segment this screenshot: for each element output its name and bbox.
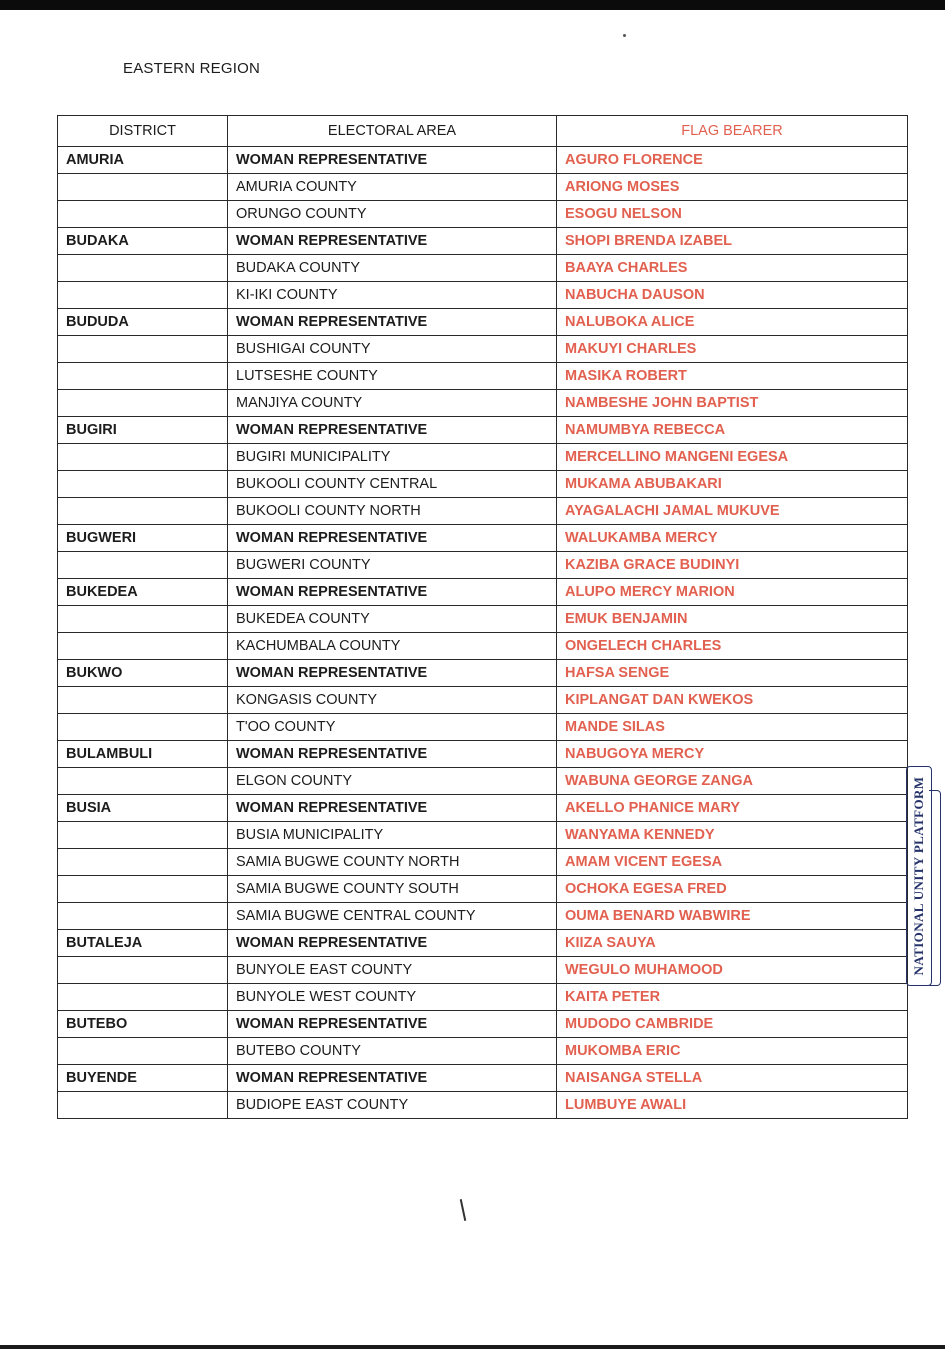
electoral-area-cell: BUKOOLI COUNTY CENTRAL [228, 471, 557, 498]
page-number-mark [460, 1199, 467, 1221]
electoral-area-cell: WOMAN REPRESENTATIVE [228, 1065, 557, 1092]
flag-bearer-cell: HAFSA SENGE [557, 660, 908, 687]
table-row [58, 444, 908, 471]
table-row [58, 228, 908, 255]
district-cell [58, 444, 228, 471]
electoral-area-cell: WOMAN REPRESENTATIVE [228, 1011, 557, 1038]
electoral-area-cell: BUNYOLE WEST COUNTY [228, 984, 557, 1011]
table-row [58, 1038, 908, 1065]
flag-bearer-cell: WABUNA GEORGE ZANGA [557, 768, 908, 795]
flag-bearer-cell: LUMBUYE AWALI [557, 1092, 908, 1119]
flag-bearer-cell: NALUBOKA ALICE [557, 309, 908, 336]
table-row [58, 930, 908, 957]
stamp-bracket [929, 790, 941, 986]
electoral-area-cell: BUTEBO COUNTY [228, 1038, 557, 1065]
district-cell: BUTALEJA [58, 930, 228, 957]
electoral-area-cell: BUKOOLI COUNTY NORTH [228, 498, 557, 525]
district-cell [58, 714, 228, 741]
table-row [58, 309, 908, 336]
electoral-area-cell: WOMAN REPRESENTATIVE [228, 147, 557, 174]
district-cell: AMURIA [58, 147, 228, 174]
electoral-area-cell: BUKEDEA COUNTY [228, 606, 557, 633]
flag-bearer-cell: MAKUYI CHARLES [557, 336, 908, 363]
flag-bearer-cell: KAZIBA GRACE BUDINYI [557, 552, 908, 579]
table-row [58, 525, 908, 552]
flag-bearer-cell: WANYAMA KENNEDY [557, 822, 908, 849]
electoral-area-cell: KONGASIS COUNTY [228, 687, 557, 714]
district-cell: BUKEDEA [58, 579, 228, 606]
district-cell: BULAMBULI [58, 741, 228, 768]
flag-bearer-cell: ALUPO MERCY MARION [557, 579, 908, 606]
electoral-area-cell: BUGWERI COUNTY [228, 552, 557, 579]
region-title: EASTERN REGION [123, 60, 260, 77]
flag-bearer-cell: MASIKA ROBERT [557, 363, 908, 390]
flag-bearer-cell: NAMUMBYA REBECCA [557, 417, 908, 444]
electoral-area-cell: KI-IKI COUNTY [228, 282, 557, 309]
electoral-area-cell: BUSIA MUNICIPALITY [228, 822, 557, 849]
district-cell: BUSIA [58, 795, 228, 822]
electoral-area-cell: BUSHIGAI COUNTY [228, 336, 557, 363]
flag-bearer-cell: MERCELLINO MANGENI EGESA [557, 444, 908, 471]
district-cell: BUKWO [58, 660, 228, 687]
electoral-area-cell: WOMAN REPRESENTATIVE [228, 660, 557, 687]
district-cell: BUDUDA [58, 309, 228, 336]
table-row [58, 849, 908, 876]
flag-bearer-cell: MUKAMA ABUBAKARI [557, 471, 908, 498]
flag-bearer-cell: NAMBESHE JOHN BAPTIST [557, 390, 908, 417]
flag-bearer-cell: AMAM VICENT EGESA [557, 849, 908, 876]
table-row [58, 660, 908, 687]
district-cell [58, 390, 228, 417]
electoral-area-cell: KACHUMBALA COUNTY [228, 633, 557, 660]
table-row [58, 768, 908, 795]
flag-bearer-cell: KIIZA SAUYA [557, 930, 908, 957]
flag-bearer-cell: ARIONG MOSES [557, 174, 908, 201]
table-row [58, 282, 908, 309]
flag-bearer-cell: KIPLANGAT DAN KWEKOS [557, 687, 908, 714]
electoral-area-cell: BUGIRI MUNICIPALITY [228, 444, 557, 471]
flag-bearer-cell: KAITA PETER [557, 984, 908, 1011]
electoral-area-cell: ORUNGO COUNTY [228, 201, 557, 228]
district-cell [58, 498, 228, 525]
district-cell [58, 1038, 228, 1065]
electoral-area-cell: WOMAN REPRESENTATIVE [228, 417, 557, 444]
flag-bearer-cell: MUKOMBA ERIC [557, 1038, 908, 1065]
flag-bearer-cell: AGURO FLORENCE [557, 147, 908, 174]
electoral-area-cell: BUDIOPE EAST COUNTY [228, 1092, 557, 1119]
flag-bearer-cell: ESOGU NELSON [557, 201, 908, 228]
district-cell [58, 174, 228, 201]
table-row [58, 147, 908, 174]
table-body [58, 147, 908, 1119]
electoral-area-cell: ELGON COUNTY [228, 768, 557, 795]
table-row [58, 795, 908, 822]
electoral-area-cell: SAMIA BUGWE COUNTY SOUTH [228, 876, 557, 903]
flag-bearer-cell: NABUGOYA MERCY [557, 741, 908, 768]
table-row [58, 255, 908, 282]
flag-bearer-cell: WEGULO MUHAMOOD [557, 957, 908, 984]
district-cell [58, 471, 228, 498]
table-row [58, 498, 908, 525]
flag-bearer-cell: AYAGALACHI JAMAL MUKUVE [557, 498, 908, 525]
district-cell [58, 768, 228, 795]
district-cell [58, 336, 228, 363]
district-cell: BUGWERI [58, 525, 228, 552]
table-row [58, 390, 908, 417]
electoral-area-cell: WOMAN REPRESENTATIVE [228, 228, 557, 255]
party-stamp-text: NATIONAL UNITY PLATFORM [911, 776, 926, 976]
electoral-area-cell: LUTSESHE COUNTY [228, 363, 557, 390]
flag-bearer-cell: MUDODO CAMBRIDE [557, 1011, 908, 1038]
table-row [58, 741, 908, 768]
table-row [58, 174, 908, 201]
district-cell [58, 1092, 228, 1119]
district-cell [58, 633, 228, 660]
electoral-area-cell: AMURIA COUNTY [228, 174, 557, 201]
district-cell [58, 201, 228, 228]
district-cell [58, 849, 228, 876]
table-row [58, 606, 908, 633]
table-row [58, 363, 908, 390]
electoral-area-cell: MANJIYA COUNTY [228, 390, 557, 417]
table-row [58, 984, 908, 1011]
electoral-area-cell: WOMAN REPRESENTATIVE [228, 930, 557, 957]
district-cell [58, 903, 228, 930]
table-row [58, 714, 908, 741]
top-scan-border [0, 0, 945, 10]
district-cell [58, 282, 228, 309]
table-row [58, 876, 908, 903]
table-row [58, 1011, 908, 1038]
bottom-scan-border [0, 1345, 945, 1349]
flag-bearer-cell: NAISANGA STELLA [557, 1065, 908, 1092]
electoral-area-cell: BUNYOLE EAST COUNTY [228, 957, 557, 984]
flag-bearer-column-header: FLAG BEARER [557, 116, 908, 147]
district-cell [58, 984, 228, 1011]
electoral-area-cell: T'OO COUNTY [228, 714, 557, 741]
table-row [58, 471, 908, 498]
table-row [58, 1092, 908, 1119]
district-cell [58, 552, 228, 579]
flag-bearer-cell: OUMA BENARD WABWIRE [557, 903, 908, 930]
district-cell [58, 687, 228, 714]
flag-bearer-cell: BAAYA CHARLES [557, 255, 908, 282]
flag-bearers-table [57, 115, 908, 1119]
table-row [58, 957, 908, 984]
electoral-area-cell: WOMAN REPRESENTATIVE [228, 525, 557, 552]
electoral-area-cell: BUDAKA COUNTY [228, 255, 557, 282]
flag-bearer-cell: EMUK BENJAMIN [557, 606, 908, 633]
table-row [58, 687, 908, 714]
district-cell [58, 606, 228, 633]
scan-speck [623, 34, 626, 37]
table-row [58, 336, 908, 363]
district-cell [58, 363, 228, 390]
flag-bearer-cell: ONGELECH CHARLES [557, 633, 908, 660]
table-row [58, 579, 908, 606]
district-cell [58, 957, 228, 984]
district-cell [58, 255, 228, 282]
flag-bearer-cell: AKELLO PHANICE MARY [557, 795, 908, 822]
flag-bearer-cell: MANDE SILAS [557, 714, 908, 741]
electoral-area-cell: WOMAN REPRESENTATIVE [228, 309, 557, 336]
table-header-row [58, 116, 908, 147]
table-row [58, 552, 908, 579]
district-cell [58, 876, 228, 903]
electoral-area-cell: WOMAN REPRESENTATIVE [228, 795, 557, 822]
table-row [58, 903, 908, 930]
table-row [58, 1065, 908, 1092]
flag-bearer-cell: WALUKAMBA MERCY [557, 525, 908, 552]
electoral-area-cell: WOMAN REPRESENTATIVE [228, 579, 557, 606]
district-cell: BUTEBO [58, 1011, 228, 1038]
electoral-area-cell: SAMIA BUGWE CENTRAL COUNTY [228, 903, 557, 930]
table-row [58, 633, 908, 660]
district-column-header: DISTRICT [58, 116, 228, 147]
district-cell: BUYENDE [58, 1065, 228, 1092]
district-cell: BUDAKA [58, 228, 228, 255]
electoral-area-cell: WOMAN REPRESENTATIVE [228, 741, 557, 768]
electoral-area-column-header: ELECTORAL AREA [228, 116, 557, 147]
flag-bearer-cell: SHOPI BRENDA IZABEL [557, 228, 908, 255]
flag-bearer-cell: NABUCHA DAUSON [557, 282, 908, 309]
table-row [58, 822, 908, 849]
district-cell [58, 822, 228, 849]
table-row [58, 417, 908, 444]
flag-bearer-cell: OCHOKA EGESA FRED [557, 876, 908, 903]
table-row [58, 201, 908, 228]
electoral-area-cell: SAMIA BUGWE COUNTY NORTH [228, 849, 557, 876]
district-cell: BUGIRI [58, 417, 228, 444]
